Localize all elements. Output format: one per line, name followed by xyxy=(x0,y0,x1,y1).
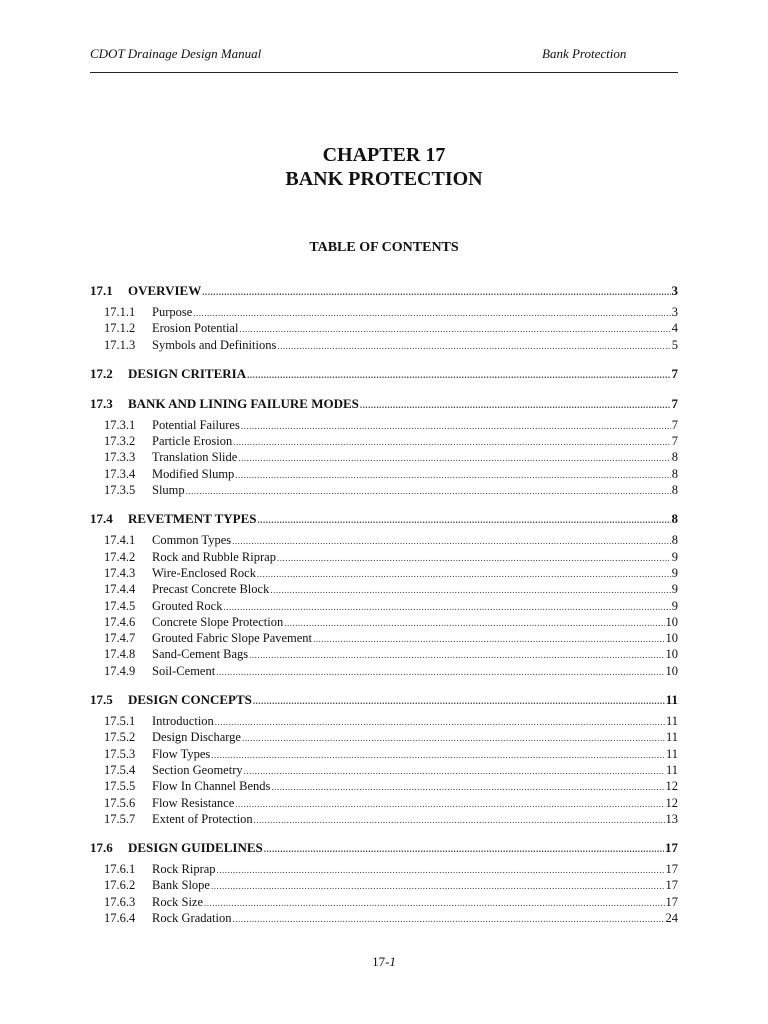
toc-dot-leader xyxy=(313,631,664,647)
toc-subsection-page: 11 xyxy=(665,746,678,761)
toc-subsection-number: 17.3.1 xyxy=(104,417,136,432)
toc-subsection-page: 12 xyxy=(665,779,678,794)
toc-subsection-page: 9 xyxy=(671,598,678,613)
toc-subsection-page: 12 xyxy=(665,795,678,810)
toc-subsection-title: Rock Riprap xyxy=(152,862,216,877)
toc-subsection-title: Potential Failures xyxy=(152,417,240,432)
toc-subsection-number: 17.4.2 xyxy=(104,549,136,564)
toc-dot-leader xyxy=(242,730,665,746)
toc-section-title: DESIGN CONCEPTS xyxy=(128,692,252,708)
toc-dot-leader xyxy=(257,511,670,529)
page-footer xyxy=(0,954,768,970)
toc-dot-leader xyxy=(254,812,665,828)
toc-section-page: 3 xyxy=(671,283,678,298)
toc-dot-leader xyxy=(360,396,671,414)
toc-subsection-page: 11 xyxy=(665,714,678,729)
toc-subsection-title: Wire-Enclosed Rock xyxy=(152,565,256,580)
toc-dot-leader xyxy=(235,796,664,812)
toc-subsection-title: Design Discharge xyxy=(152,730,241,745)
toc-dot-leader xyxy=(223,599,670,615)
toc-subsection-title: Concrete Slope Protection xyxy=(152,614,284,629)
toc-subsection-title: Sand-Cement Bags xyxy=(152,647,249,662)
page-number-prefix: 17- xyxy=(372,954,390,969)
toc-subsection-number: 17.1.2 xyxy=(104,321,136,336)
toc-subsection-title: Soil-Cement xyxy=(152,663,216,678)
toc-subsection-page: 7 xyxy=(671,417,678,432)
toc-subsection-entry[interactable] xyxy=(90,894,678,910)
toc-section-number: 17.2 xyxy=(90,365,113,381)
toc-subsection-number: 17.4.6 xyxy=(104,614,136,629)
toc-subsection-page: 5 xyxy=(671,337,678,352)
toc-section-page: 8 xyxy=(671,511,678,527)
toc-subsection-title: Slump xyxy=(152,483,185,498)
toc-subsection-page: 3 xyxy=(671,305,678,319)
toc-dot-leader xyxy=(247,366,670,384)
toc-subsection-page: 8 xyxy=(671,483,678,498)
toc-subsection-number: 17.4.5 xyxy=(104,598,136,613)
toc-subsection-entry[interactable] xyxy=(90,778,678,794)
toc-subsection-page: 4 xyxy=(671,321,678,336)
toc-subsection-number: 17.5.4 xyxy=(104,762,136,777)
toc-dot-leader xyxy=(193,305,670,321)
toc-section-number: 17.3 xyxy=(90,395,113,411)
toc-subsection-number: 17.6.1 xyxy=(104,862,136,877)
toc-section-title: DESIGN CRITERIA xyxy=(128,365,247,381)
toc-subsection-entry[interactable] xyxy=(90,811,678,827)
toc-dot-leader xyxy=(186,483,671,499)
toc-subsection-title: Section Geometry xyxy=(152,762,243,777)
toc-section-entry[interactable] xyxy=(90,365,678,383)
toc-subsection-page: 8 xyxy=(671,450,678,465)
toc-subsection-page: 17 xyxy=(665,862,678,877)
toc-dot-leader xyxy=(204,895,664,911)
toc-dot-leader xyxy=(277,338,670,354)
toc-subsection-title: Introduction xyxy=(152,714,214,729)
toc-subsection-title: Grouted Fabric Slope Pavement xyxy=(152,631,313,646)
toc-subsection-entry[interactable] xyxy=(90,795,678,811)
toc-subsection-entry[interactable] xyxy=(90,549,678,565)
toc-subsection-title: Flow Types xyxy=(152,746,211,761)
chapter-heading xyxy=(0,143,768,191)
toc-dot-leader xyxy=(241,418,671,434)
toc-subsection-page: 10 xyxy=(665,631,678,646)
toc-subsection-number: 17.6.4 xyxy=(104,911,136,926)
toc-dot-leader xyxy=(270,582,670,598)
toc-subsection-entry[interactable] xyxy=(90,713,678,729)
toc-subsection-page: 9 xyxy=(671,582,678,597)
toc-section-title: BANK AND LINING FAILURE MODES xyxy=(128,395,359,411)
toc-subsection-entry[interactable] xyxy=(90,910,678,926)
toc-subsection-title: Flow Resistance xyxy=(152,795,235,810)
toc-subsection-title: Symbols and Definitions xyxy=(152,337,277,352)
toc-section-entry[interactable] xyxy=(90,691,678,709)
header-manual-title: CDOT Drainage Design Manual xyxy=(90,46,262,61)
toc-dot-leader xyxy=(257,566,671,582)
toc-dot-leader xyxy=(202,283,670,301)
toc-dot-leader xyxy=(211,878,665,894)
toc-subsection-page: 9 xyxy=(671,565,678,580)
toc-subsection-page: 8 xyxy=(671,466,678,481)
toc-dot-leader xyxy=(233,911,665,927)
toc-subsection-title: Bank Slope xyxy=(152,878,210,893)
toc-dot-leader xyxy=(216,664,664,680)
toc-subsection-entry[interactable] xyxy=(90,581,678,597)
toc-subsection-entry[interactable] xyxy=(90,729,678,745)
toc-subsection-page: 24 xyxy=(665,911,678,926)
toc-dot-leader xyxy=(233,434,671,450)
toc-subsection-page: 10 xyxy=(665,647,678,662)
toc-subsection-entry[interactable] xyxy=(90,663,678,679)
toc-subsection-number: 17.3.4 xyxy=(104,466,136,481)
toc-section-number: 17.4 xyxy=(90,511,113,527)
toc-subsection-page: 17 xyxy=(665,894,678,909)
toc-section-page: 7 xyxy=(671,365,678,381)
toc-subsection-title: Extent of Protection xyxy=(152,811,253,826)
toc-subsection-title: Modified Slump xyxy=(152,466,235,481)
toc-subsection-number: 17.1.3 xyxy=(104,337,136,352)
toc-subsection-number: 17.3.3 xyxy=(104,450,136,465)
toc-subsection-entry[interactable] xyxy=(90,646,678,662)
toc-subsection-page: 13 xyxy=(665,811,678,826)
toc-subsection-title: Rock Size xyxy=(152,894,204,909)
toc-subsection-number: 17.3.5 xyxy=(104,483,136,498)
toc-subsection-entry[interactable] xyxy=(90,304,678,320)
toc-dot-leader xyxy=(277,550,671,566)
toc-subsection-number: 17.6.3 xyxy=(104,894,136,909)
toc-dot-leader xyxy=(244,763,665,779)
toc-subsection-number: 17.5.1 xyxy=(104,714,136,729)
toc-section-page: 11 xyxy=(665,692,678,708)
toc-subsection-number: 17.5.6 xyxy=(104,795,136,810)
toc-subsection-title: Erosion Potential xyxy=(152,321,239,336)
toc-dot-leader xyxy=(249,647,664,663)
chapter-number: CHAPTER 17 xyxy=(322,144,446,166)
toc-subsection-entry[interactable] xyxy=(90,746,678,762)
toc-section-number: 17.1 xyxy=(90,283,113,298)
toc-subsection-entry[interactable] xyxy=(90,449,678,465)
toc-section-entry[interactable] xyxy=(90,839,678,857)
toc-dot-leader xyxy=(239,321,670,337)
toc-subsection-title: Common Types xyxy=(152,533,232,548)
toc-subsection-title: Translation Slide xyxy=(152,450,238,465)
toc-dot-leader xyxy=(217,862,665,878)
toc-subsection-title: Rock and Rubble Riprap xyxy=(152,549,276,564)
toc-subsection-entry[interactable] xyxy=(90,337,678,353)
toc-subsection-number: 17.5.2 xyxy=(104,730,136,745)
toc-subsection-entry[interactable] xyxy=(90,877,678,893)
toc-subsection-page: 11 xyxy=(665,730,678,745)
toc-subsection-page: 8 xyxy=(671,533,678,548)
toc-section-title: REVETMENT TYPES xyxy=(128,511,257,527)
toc-subsection-entry[interactable] xyxy=(90,466,678,482)
toc-subsection-title: Particle Erosion xyxy=(152,434,233,449)
toc-dot-leader xyxy=(271,779,664,795)
toc-subsection-entry[interactable] xyxy=(90,532,678,548)
header-chapter-name: Bank Protection xyxy=(542,46,627,61)
toc-dot-leader xyxy=(211,747,665,763)
chapter-name: BANK PROTECTION xyxy=(285,168,483,190)
toc-section-page: 7 xyxy=(671,395,678,411)
header-rule xyxy=(90,72,678,73)
toc-section-entry[interactable] xyxy=(90,395,678,413)
toc-subsection-number: 17.4.1 xyxy=(104,533,136,548)
page-number: 1 xyxy=(389,954,396,969)
toc-subsection-entry[interactable] xyxy=(90,417,678,433)
toc-dot-leader xyxy=(235,467,670,483)
toc-subsection-title: Flow In Channel Bends xyxy=(152,779,271,794)
toc-subsection-page: 9 xyxy=(671,549,678,564)
toc-dot-leader xyxy=(232,533,671,549)
toc-subsection-number: 17.6.2 xyxy=(104,878,136,893)
toc-subsection-number: 17.1.1 xyxy=(104,305,136,319)
toc-section-entry[interactable] xyxy=(90,282,678,300)
toc-subsection-page: 11 xyxy=(665,762,678,777)
toc-section-number: 17.5 xyxy=(90,692,113,708)
toc-subsection-entry[interactable] xyxy=(90,433,678,449)
toc-subsection-page: 17 xyxy=(665,878,678,893)
toc-subsection-title: Purpose xyxy=(152,305,193,319)
toc-subsection-number: 17.4.7 xyxy=(104,631,136,646)
toc-subsection-number: 17.3.2 xyxy=(104,434,136,449)
toc-section-number: 17.6 xyxy=(90,840,113,856)
toc-dot-leader xyxy=(253,692,665,710)
toc-dot-leader xyxy=(238,450,670,466)
toc-subsection-entry[interactable] xyxy=(90,630,678,646)
toc-section-title: DESIGN GUIDELINES xyxy=(128,840,263,856)
toc-subsection-entry[interactable] xyxy=(90,565,678,581)
toc-subsection-page: 7 xyxy=(671,434,678,449)
toc-subsection-number: 17.4.3 xyxy=(104,565,136,580)
toc-subsection-number: 17.4.9 xyxy=(104,663,136,678)
toc-subsection-entry[interactable] xyxy=(90,320,678,336)
toc-subsection-entry[interactable] xyxy=(90,598,678,614)
toc-subsection-entry[interactable] xyxy=(90,614,678,630)
table-of-contents xyxy=(90,282,678,926)
toc-subsection-entry[interactable] xyxy=(90,861,678,877)
toc-subsection-number: 17.4.4 xyxy=(104,582,136,597)
toc-title: TABLE OF CONTENTS xyxy=(309,240,459,255)
toc-dot-leader xyxy=(264,840,664,858)
toc-subsection-page: 10 xyxy=(665,614,678,629)
toc-subsection-title: Grouted Rock xyxy=(152,598,223,613)
toc-subsection-number: 17.5.5 xyxy=(104,779,136,794)
toc-dot-leader xyxy=(284,615,664,631)
toc-subsection-entry[interactable] xyxy=(90,762,678,778)
toc-subsection-title: Precast Concrete Block xyxy=(152,582,270,597)
toc-subsection-title: Rock Gradation xyxy=(152,911,232,926)
toc-section-entry[interactable] xyxy=(90,510,678,528)
toc-subsection-page: 10 xyxy=(665,663,678,678)
toc-subsection-number: 17.5.7 xyxy=(104,811,136,826)
toc-subsection-entry[interactable] xyxy=(90,482,678,498)
toc-subsection-number: 17.4.8 xyxy=(104,647,136,662)
toc-subsection-number: 17.5.3 xyxy=(104,746,136,761)
toc-section-page: 17 xyxy=(665,840,678,856)
toc-section-title: OVERVIEW xyxy=(128,283,202,298)
toc-dot-leader xyxy=(215,714,665,730)
